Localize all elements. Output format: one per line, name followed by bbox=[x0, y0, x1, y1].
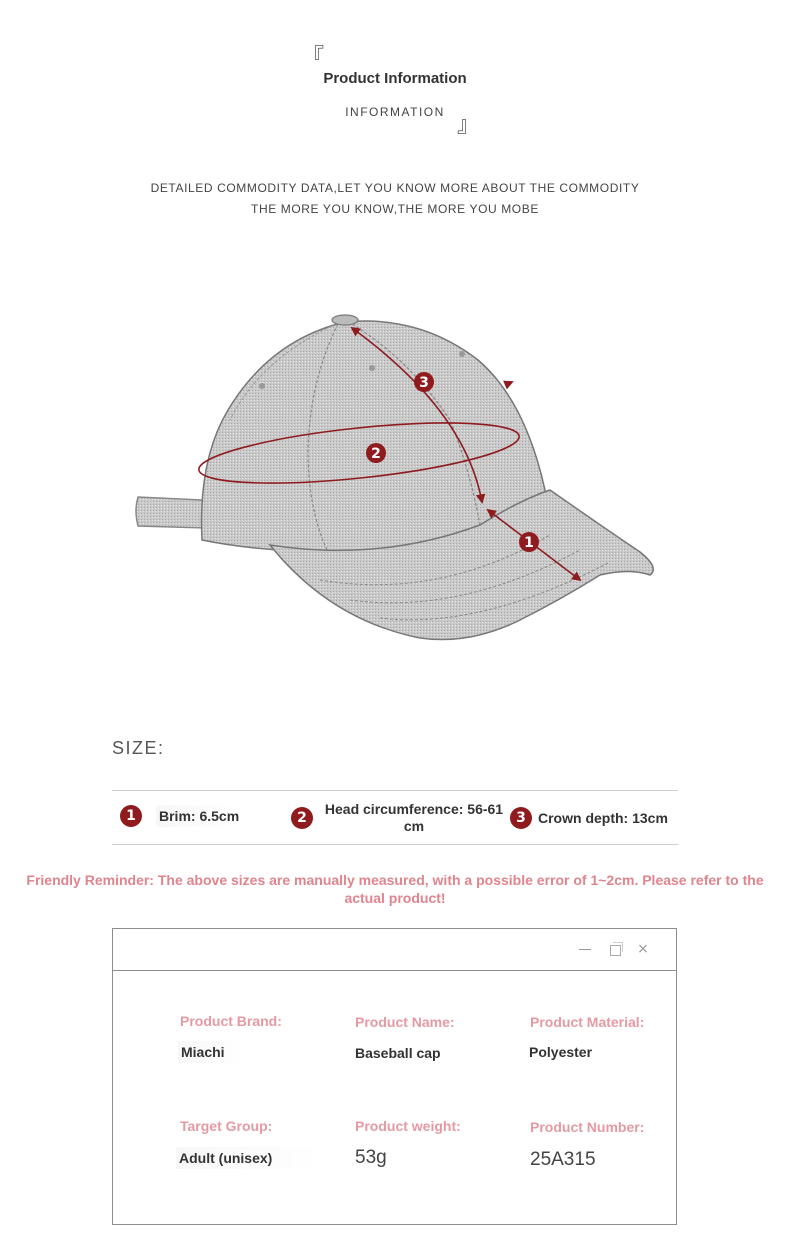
size-item-text: Head circumference: 56-61 cm bbox=[324, 801, 504, 834]
restore-icon[interactable] bbox=[607, 941, 623, 957]
brand-label: Product Brand: bbox=[180, 1013, 282, 1029]
marker-crown-depth bbox=[414, 372, 434, 392]
material-value: Polyester bbox=[529, 1044, 593, 1060]
minimize-icon[interactable] bbox=[577, 941, 593, 957]
size-bottom-divider bbox=[112, 844, 678, 845]
size-item-crown bbox=[510, 807, 668, 829]
page-subtitle: INFORMATION bbox=[345, 105, 445, 119]
baseball-cap-diagram bbox=[120, 300, 680, 660]
number-badge: 2 bbox=[291, 807, 313, 829]
marker-1-label: 1 bbox=[524, 535, 534, 551]
brand-value: Miachi bbox=[178, 1041, 243, 1063]
size-heading: SIZE: bbox=[112, 738, 165, 758]
marker-2-label: 2 bbox=[371, 446, 381, 462]
marker-brim bbox=[519, 532, 539, 552]
product-info-window bbox=[112, 928, 677, 1225]
tagline-line-1: DETAILED COMMODITY DATA,LET YOU KNOW MORE ABOUT THE COMMODITY bbox=[150, 181, 640, 195]
size-item-circumference bbox=[291, 801, 509, 835]
weight-label: Product weight: bbox=[355, 1118, 461, 1134]
size-item-text: Brim: 6.5cm bbox=[156, 805, 242, 827]
number-label: Product Number: bbox=[530, 1119, 645, 1135]
close-bracket: 』 bbox=[457, 113, 480, 138]
material-label: Product Material: bbox=[530, 1014, 645, 1030]
target-group-value: Adult (unisex) bbox=[176, 1147, 322, 1169]
close-icon[interactable]: × bbox=[637, 941, 649, 957]
number-badge: 1 bbox=[120, 805, 142, 827]
tagline-line-2: THE MORE YOU KNOW,THE MORE YOU MOBE bbox=[251, 202, 539, 216]
size-item-text: Crown depth: 13cm bbox=[538, 810, 668, 826]
name-label: Product Name: bbox=[355, 1014, 455, 1030]
number-badge: 3 bbox=[510, 807, 532, 829]
window-title-bar bbox=[113, 929, 676, 971]
page-title: Product Information bbox=[323, 70, 467, 87]
number-value: 25A315 bbox=[530, 1149, 596, 1170]
size-top-divider bbox=[112, 790, 678, 791]
open-bracket: 『 bbox=[302, 45, 325, 70]
marker-3-label: 3 bbox=[419, 375, 429, 391]
friendly-reminder: Friendly Reminder: The above sizes are manually measured, with a possible error of 1~2cm. Please refer to the actual product! bbox=[26, 872, 764, 906]
size-item-brim bbox=[120, 805, 242, 827]
weight-value: 53g bbox=[355, 1147, 387, 1168]
target-group-label: Target Group: bbox=[180, 1118, 273, 1134]
marker-circumference bbox=[366, 443, 386, 463]
name-value: Baseball cap bbox=[355, 1045, 441, 1061]
